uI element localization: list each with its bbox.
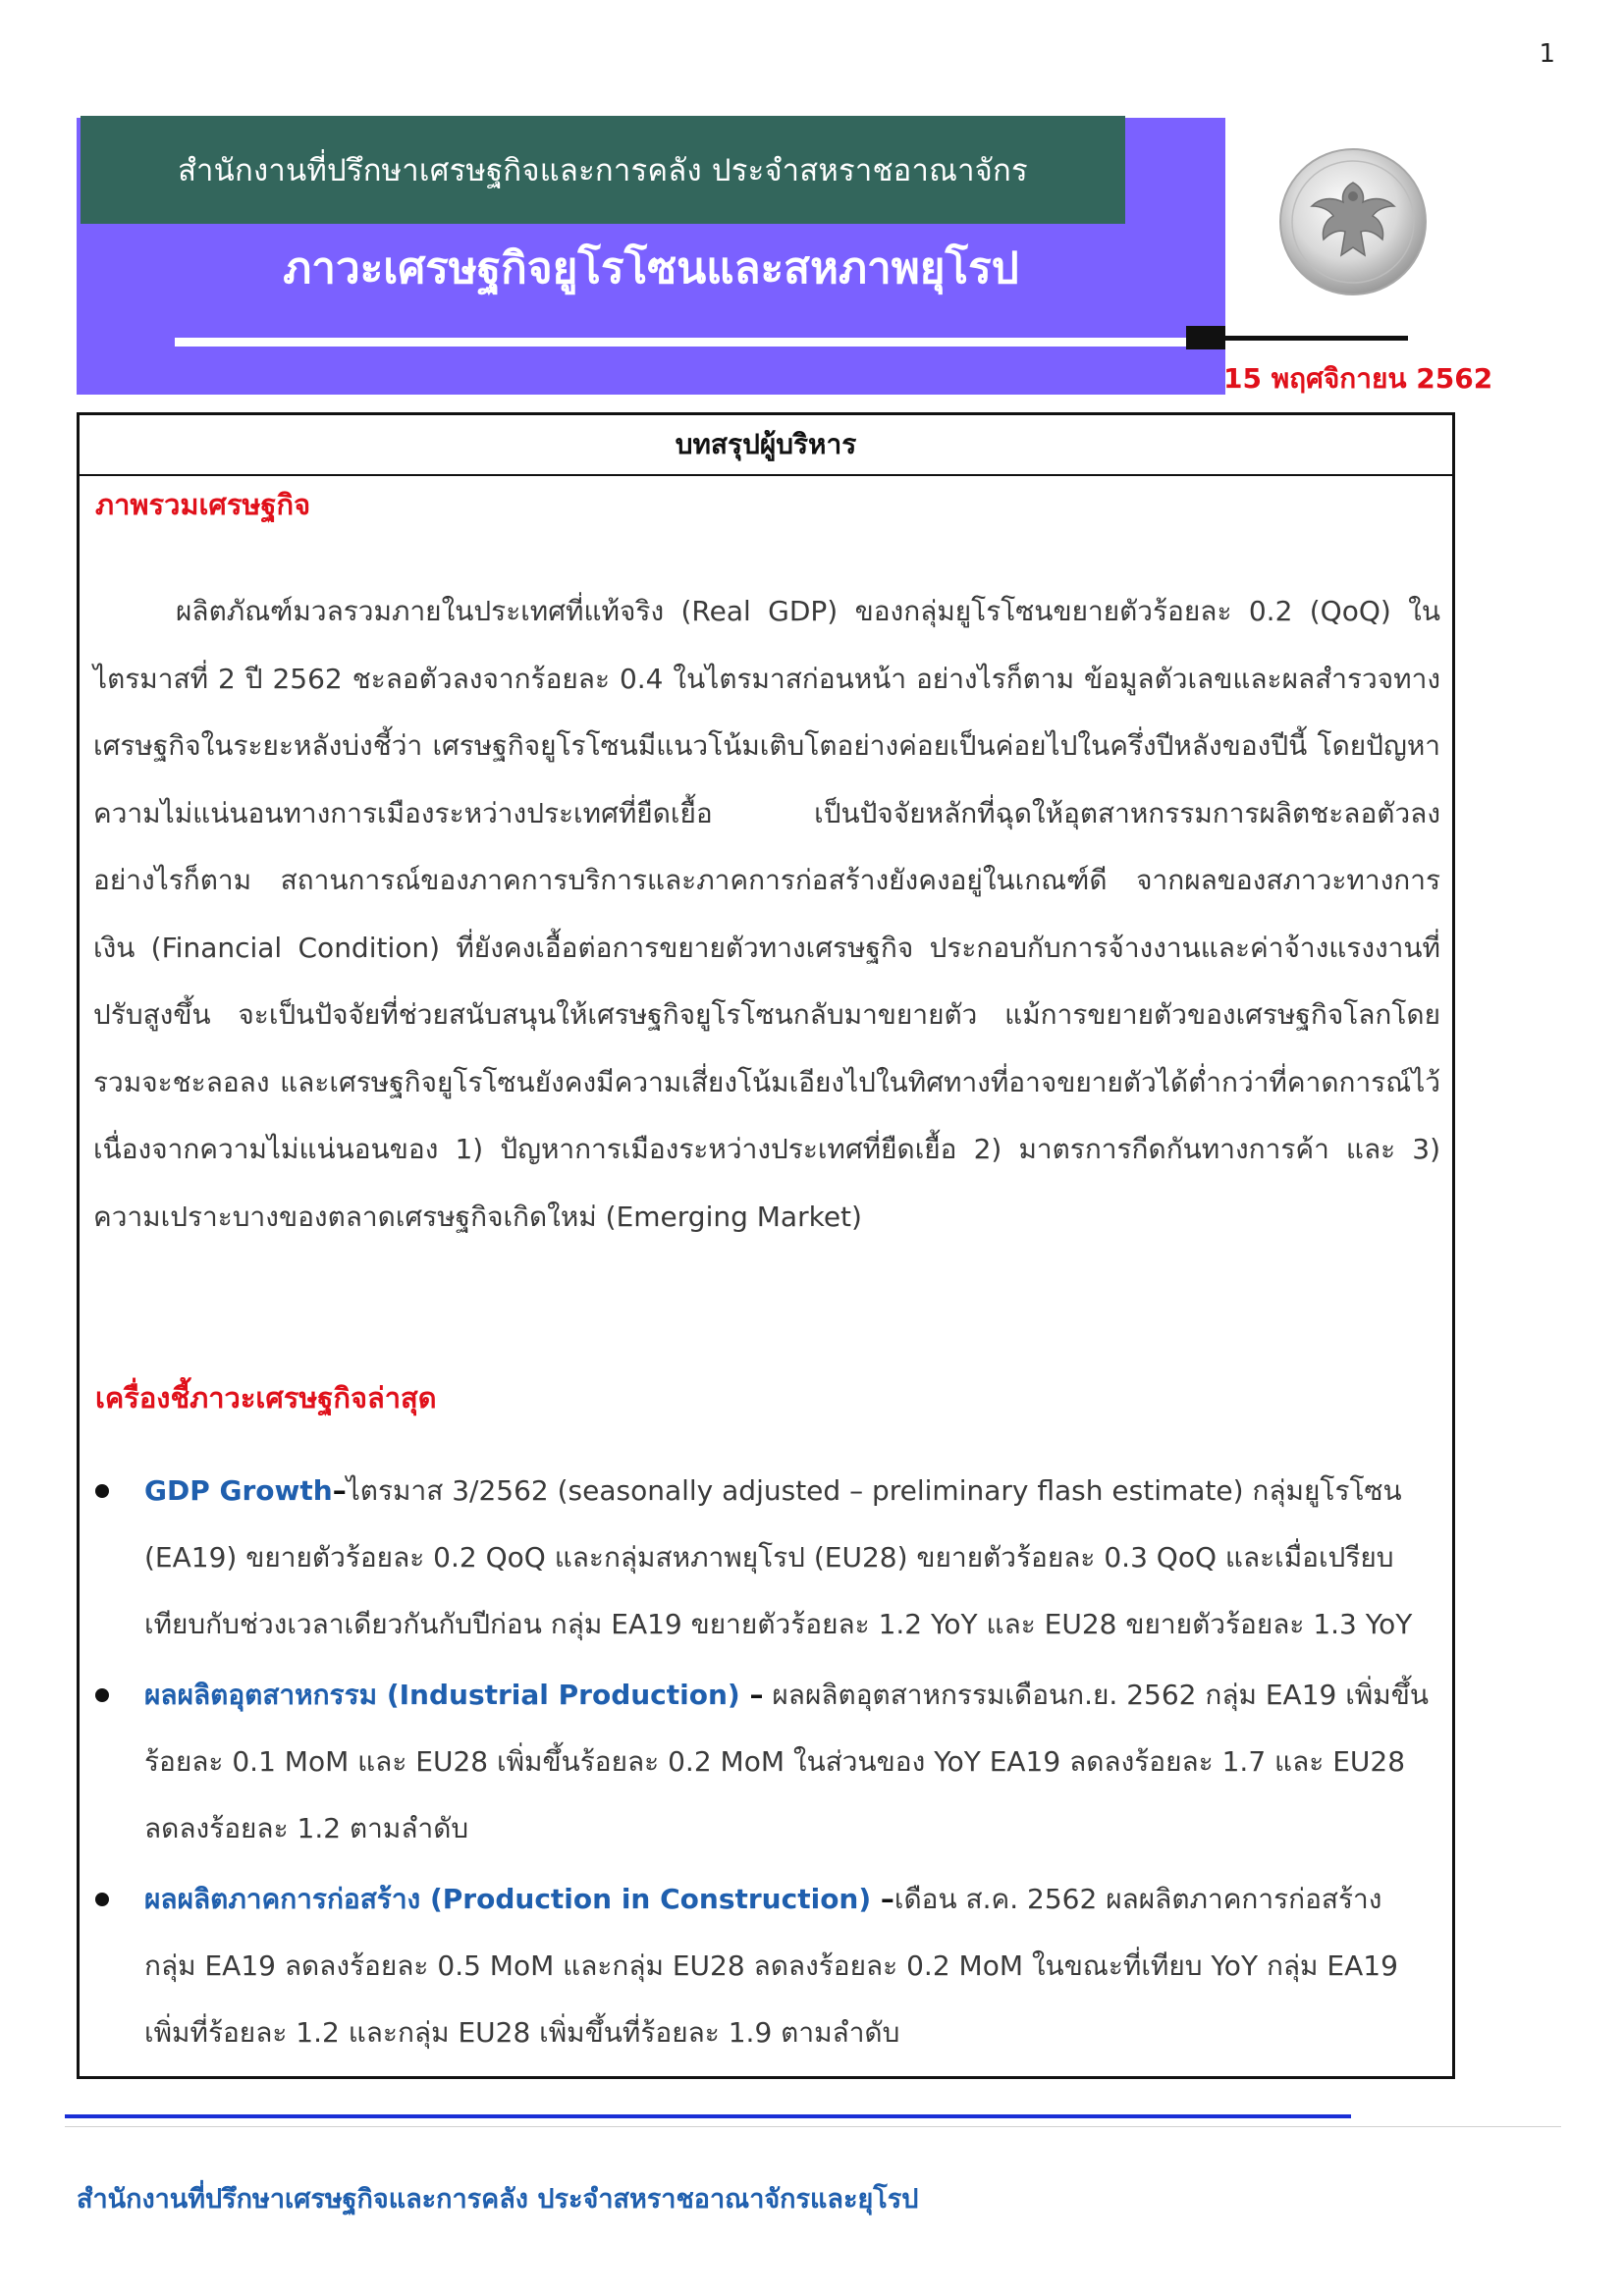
indicator-item-gdp-growth: [93, 1458, 1440, 1658]
footer-divider-blue: [65, 2114, 1351, 2118]
indicator-item-construction: [93, 1866, 1440, 2066]
bullet-icon: [95, 1893, 109, 1906]
indicator-dash: –: [739, 1679, 764, 1711]
indicator-name: ผลผลิตภาคการก่อสร้าง (Production in Construction): [144, 1883, 872, 1915]
indicator-dash: –: [332, 1474, 347, 1507]
indicator-text: ไตรมาส 3/2562 (seasonally adjusted – preliminary flash estimate) กลุ่มยูโรโซน (EA19) ขยายตัวร้อยละ 0.2 QoQ และกลุ่มสหภาพยุโรป (EU28) ขยายตัวร้อยละ 0.3 QoQ และเมื่อเปรียบเทียบกับช่วงเวลาเดียวกันกับปีก่อน กลุ่ม EA19 ขยายตัวร้อยละ 1.2 YoY และ EU28 ขยายตัวร้อยละ 1.3 YoY: [144, 1474, 1413, 1640]
report-title: ภาวะเศรษฐกิจยูโรโซนและสหภาพยุโรป: [283, 243, 1019, 294]
organization-name: สำนักงานที่ปรึกษาเศรษฐกิจและการคลัง ประจำสหราชอาณาจักร: [178, 153, 1028, 188]
indicator-list: [93, 1458, 1440, 2070]
footer-organization: สำนักงานที่ปรึกษาเศรษฐกิจและการคลัง ประจำสหราชอาณาจักรและยุโรป: [77, 2184, 919, 2215]
overview-heading: ภาพรวมเศรษฐกิจ: [95, 488, 311, 521]
indicator-text: เดือน ส.ค. 2562 ผลผลิตภาคการก่อสร้าง กลุ่ม EA19 ลดลงร้อยละ 0.5 MoM และกลุ่ม EU28 ลดลงร้อยละ 0.2 MoM ในขณะที่เทียบ YoY กลุ่ม EA19 เพิ่มที่ร้อยละ 1.2 และกลุ่ม EU28 เพิ่มขึ้นที่ร้อยละ 1.9 ตามลำดับ: [144, 1883, 1398, 2049]
bullet-icon: [95, 1688, 109, 1702]
indicators-heading: เครื่องชี้ภาวะเศรษฐกิจล่าสุด: [95, 1381, 437, 1415]
indicator-item-industrial-production: [93, 1662, 1440, 1862]
footer-divider-grey: [65, 2126, 1561, 2127]
bullet-icon: [95, 1484, 109, 1498]
overview-paragraph: ผลิตภัณฑ์มวลรวมภายในประเทศที่แท้จริง (Real GDP) ของกลุ่มยูโรโซนขยายตัวร้อยละ 0.2 (QoQ) ในไตรมาสที่ 2 ปี 2562 ชะลอตัวลงจากร้อยละ 0.4 ในไตรมาสก่อนหน้า อย่างไรก็ตาม ข้อมูลตัวเลขและผลสำรวจทางเศรษฐกิจในระยะหลังบ่งชี้ว่า เศรษฐกิจยูโรโซนมีแนวโน้มเติบโตอย่างค่อยเป็นค่อยไปในครึ่งปีหลังของปีนี้ โดยปัญหาความไม่แน่นอนทางการเมืองระหว่างประเทศที่ยืดเยื้อ เป็นปัจจัยหลักที่ฉุดให้อุตสาหกรรมการผลิตชะลอตัวลง อย่างไรก็ตาม สถานการณ์ของภาคการบริการและภาคการก่อสร้างยังคงอยู่ในเกณฑ์ดี จากผลของสภาวะทางการเงิน (Financial Condition) ที่ยังคงเอื้อต่อการขยายตัวทางเศรษฐกิจ ประกอบกับการจ้างงานและค่าจ้างแรงงานที่ปรับสูงขึ้น จะเป็นปัจจัยที่ช่วยสนับสนุนให้เศรษฐกิจยูโรโซนกลับมาขยายตัว แม้การขยายตัวของเศรษฐกิจโลกโดยรวมจะชะลอลง และเศรษฐกิจยูโรโซนยังคงมีความเสี่ยงโน้มเอียงไปในทิศทางที่อาจขยายตัวได้ต่ำกว่าที่คาดการณ์ไว้ เนื่องจากความไม่แน่นอนของ 1) ปัญหาการเมืองระหว่างประเทศที่ยืดเยื้อ 2) มาตรการกีดกันทางการค้า และ 3) ความเปราะบางของตลาดเศรษฐกิจเกิดใหม่ (Emerging Market): [93, 595, 1440, 1233]
indicator-text: ผลผลิตอุตสาหกรรมเดือนก.ย. 2562 กลุ่ม EA19 เพิ่มขึ้นร้อยละ 0.1 MoM และ EU28 เพิ่มขึ้นร้อยละ 0.2 MoM ในส่วนของ YoY EA19 ลดลงร้อยละ 1.7 และ EU28 ลดลงร้อยละ 1.2 ตามลำดับ: [144, 1679, 1429, 1844]
page-number: 1: [1539, 39, 1555, 69]
banner-divider-dark: [1225, 336, 1408, 341]
indicator-name: GDP Growth: [144, 1474, 333, 1507]
banner-notch: [1186, 326, 1225, 349]
indicator-dash: –: [871, 1883, 894, 1915]
garuda-seal-icon: [1276, 145, 1430, 298]
report-date: 15 พฤศจิกายน 2562: [1223, 362, 1493, 395]
summary-header: บทสรุปผู้บริหาร: [80, 415, 1452, 476]
organization-bar: [81, 116, 1125, 224]
indicator-name: ผลผลิตอุตสาหกรรม (Industrial Production): [144, 1679, 740, 1711]
executive-summary-box: [77, 412, 1455, 2079]
banner-divider: [175, 338, 1186, 347]
